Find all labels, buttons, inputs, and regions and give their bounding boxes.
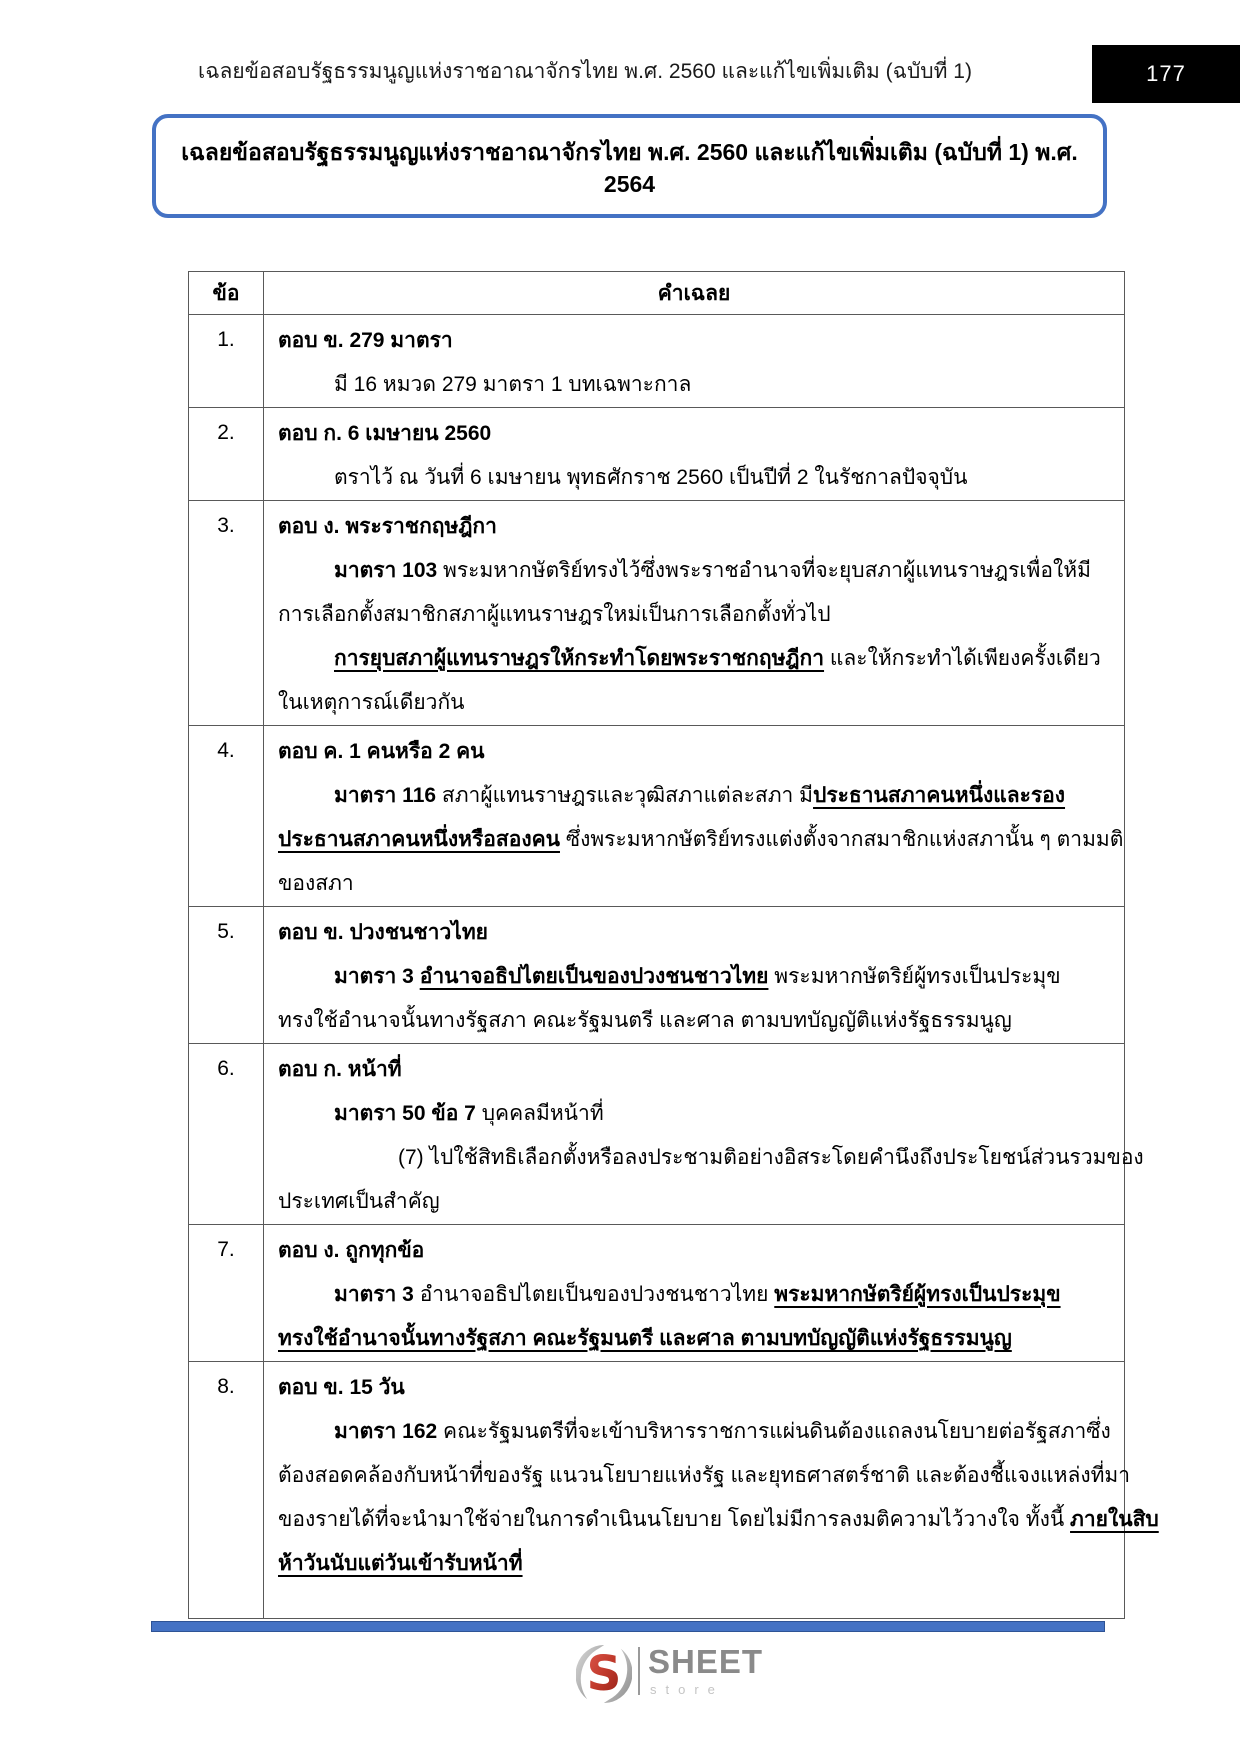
table-row (189, 1044, 1125, 1225)
svg-text:S: S (586, 1645, 622, 1702)
text-segment: ตอบ ข. 15 วัน (278, 1376, 405, 1399)
table-row (189, 501, 1125, 726)
logo-divider (638, 1647, 640, 1695)
answer-line (278, 1180, 1114, 1224)
text-segment: สภาผู้แทนราษฎรและวุฒิสภาแต่ละสภา มี (436, 784, 814, 807)
answer-line (278, 1498, 1159, 1542)
underlined-text: พระมหากษัตริย์ผู้ทรงเป็นประมุข (774, 1283, 1061, 1306)
table-row (189, 315, 1125, 408)
text-segment: ตอบ ก. 6 เมษายน 2560 (278, 422, 492, 445)
underlined-text: ทรงใช้อำนาจนั้นทางรัฐสภา คณะรัฐมนตรี และศาล ตามบทบัญญัติแห่งรัฐธรรมนูญ (278, 1327, 1012, 1350)
answer-line (278, 911, 1114, 955)
table-row (189, 1225, 1125, 1362)
answer-line (278, 774, 1114, 818)
answer-line (278, 955, 1114, 999)
text-segment: คณะรัฐมนตรีที่จะเข้าบริหารราชการแผ่นดินต้องแถลงนโยบายต่อรัฐสภาซึ่ง (437, 1420, 1111, 1443)
answer-line (278, 319, 1114, 363)
answer-line (278, 456, 1114, 500)
question-number: 7. (189, 1225, 264, 1362)
sheet-logo-s-icon (576, 1643, 632, 1705)
page-title: เฉลยข้อสอบรัฐธรรมนูญแห่งราชอาณาจักรไทย พ.ศ. 2560 และแก้ไขเพิ่มเติม (ฉบับที่ 1) พ.ศ. 2564 (181, 138, 1078, 197)
text-segment: ตราไว้ ณ วันที่ 6 เมษายน พุทธศักราช 2560 เป็นปีที่ 2 ในรัชกาลปัจจุบัน (334, 466, 968, 489)
answer-line (278, 730, 1114, 774)
text-segment: มี 16 หมวด 279 มาตรา 1 บทเฉพาะกาล (334, 373, 692, 396)
text-segment: ทรงใช้อำนาจนั้นทางรัฐสภา คณะรัฐมนตรี และศาล ตามบทบัญญัติแห่งรัฐธรรมนูญ (278, 1009, 1012, 1032)
answer-content (264, 1044, 1144, 1225)
answer-line (278, 1229, 1114, 1273)
answer-line (278, 363, 1114, 407)
answer-content (264, 1225, 1125, 1362)
answer-line (278, 1273, 1114, 1317)
table-row (189, 726, 1125, 907)
text-segment: มาตรา 3 (334, 1283, 414, 1306)
text-segment: บุคคลมีหน้าที่ (475, 1102, 604, 1125)
question-number: 6. (189, 1044, 264, 1225)
text-segment: มาตรา 103 (334, 559, 438, 582)
question-number: 3. (189, 501, 264, 726)
title-box (152, 114, 1107, 218)
answer-table (188, 271, 1159, 1619)
text-segment: และให้กระทำได้เพียงครั้งเดียว (824, 647, 1101, 670)
underlined-text: ห้าวันนับแต่วันเข้ารับหน้าที่ (278, 1552, 523, 1575)
table-row (189, 408, 1125, 501)
text-segment: ตอบ ก. หน้าที่ (278, 1058, 402, 1081)
answer-content (264, 726, 1125, 907)
answer-line (278, 412, 1114, 456)
text-segment: มาตรา 3 (334, 965, 420, 988)
underlined-text: ภายในสิบ (1070, 1508, 1159, 1531)
text-segment: มาตรา 116 (334, 784, 437, 807)
text-segment: ต้องสอดคล้องกับหน้าที่ของรัฐ แนวนโยบายแห่งรัฐ และยุทธศาสตร์ชาติ และต้องชี้แจงแหล่งที่มา (278, 1464, 1131, 1487)
text-segment: ในเหตุการณ์เดียวกัน (278, 691, 465, 714)
answer-line (278, 1048, 1114, 1092)
question-number: 8. (189, 1362, 264, 1619)
underlined-text: ประธานสภาคนหนึ่งหรือสองคน (278, 828, 560, 851)
text-segment: มาตรา 162 (334, 1420, 438, 1443)
running-header-text: เฉลยข้อสอบรัฐธรรมนูญแห่งราชอาณาจักรไทย พ.ศ. 2560 และแก้ไขเพิ่มเติม (ฉบับที่ 1) (198, 60, 972, 83)
text-segment: พระมหากษัตริย์ทรงไว้ซึ่งพระราชอำนาจที่จะยุบสภาผู้แทนราษฎรเพื่อให้มี (437, 559, 1091, 582)
answer-line (278, 1366, 1114, 1410)
question-number: 1. (189, 315, 264, 408)
answer-content (264, 315, 1125, 408)
text-segment: พระมหากษัตริย์ผู้ทรงเป็นประมุข (768, 965, 1061, 988)
question-number: 4. (189, 726, 264, 907)
answer-line (278, 862, 1114, 906)
running-header (0, 52, 1170, 92)
answer-content (264, 907, 1125, 1044)
column-header-answer: คำเฉลย (264, 272, 1125, 315)
sheet-logo-subtitle: store (650, 1682, 724, 1697)
text-segment: ตอบ ข. ปวงชนชาวไทย (278, 921, 488, 944)
answer-line (278, 1136, 1144, 1180)
text-segment: (7) ไปใช้สิทธิเลือกตั้งหรือลงประชามติอย่างอิสระโดยคำนึงถึงประโยชน์ส่วนรวมของ (398, 1146, 1144, 1169)
answer-content (264, 501, 1125, 726)
question-number: 2. (189, 408, 264, 501)
text-segment: ซึ่งพระมหากษัตริย์ทรงแต่งตั้งจากสมาชิกแห่งสภานั้น ๆ ตามมติ (559, 828, 1124, 851)
text-segment: ตอบ ค. 1 คนหรือ 2 คน (278, 740, 485, 763)
table-header-row (189, 272, 1125, 315)
column-header-question: ข้อ (189, 272, 264, 315)
table-row (189, 907, 1125, 1044)
answer-line (278, 818, 1124, 862)
answer-content (264, 408, 1125, 501)
answer-line (278, 549, 1114, 593)
answer-line (278, 1454, 1131, 1498)
text-segment: ตอบ ง. พระราชกฤษฎีกา (278, 515, 497, 538)
answer-line (278, 1092, 1114, 1136)
answer-line (278, 637, 1114, 681)
underlined-text: ประธานสภาคนหนึ่งและรอง (813, 784, 1066, 807)
answer-line (278, 1542, 1114, 1586)
text-segment: ของสภา (278, 872, 354, 895)
answer-line (278, 1410, 1114, 1454)
underlined-text: อำนาจอธิปไตยเป็นของปวงชนชาวไทย (419, 965, 769, 988)
answer-line (278, 505, 1114, 549)
text-segment: ของรายได้ที่จะนำมาใช้จ่ายในการดำเนินนโยบาย โดยไม่มีการลงมติความไว้วางใจ ทั้งนี้ (278, 1508, 1071, 1531)
text-segment: การเลือกตั้งสมาชิกสภาผู้แทนราษฎรใหม่เป็นการเลือกตั้งทั่วไป (278, 603, 831, 626)
answer-line (278, 1317, 1114, 1361)
sheet-logo-title: SHEET (648, 1643, 764, 1680)
footer-divider-bar (151, 1621, 1105, 1632)
underlined-text: การยุบสภาผู้แทนราษฎรให้กระทำโดยพระราชกฤษฎีกา (334, 647, 825, 670)
text-segment: อำนาจอธิปไตยเป็นของปวงชนชาวไทย (413, 1283, 775, 1306)
page-number: 177 (1146, 61, 1186, 86)
text-segment: มาตรา 50 ข้อ 7 (334, 1102, 476, 1125)
answer-line (278, 681, 1114, 725)
sheet-logo (576, 1643, 763, 1705)
text-segment: ประเทศเป็นสำคัญ (278, 1190, 440, 1213)
question-number: 5. (189, 907, 264, 1044)
answer-line (278, 593, 1114, 637)
answer-line (278, 999, 1114, 1043)
table-row (189, 1362, 1125, 1619)
page-number-box (1092, 45, 1240, 103)
text-segment: ตอบ ข. 279 มาตรา (278, 329, 453, 352)
answer-table-body (189, 315, 1159, 1619)
answer-content (264, 1362, 1159, 1619)
text-segment: ตอบ ง. ถูกทุกข้อ (278, 1239, 425, 1262)
